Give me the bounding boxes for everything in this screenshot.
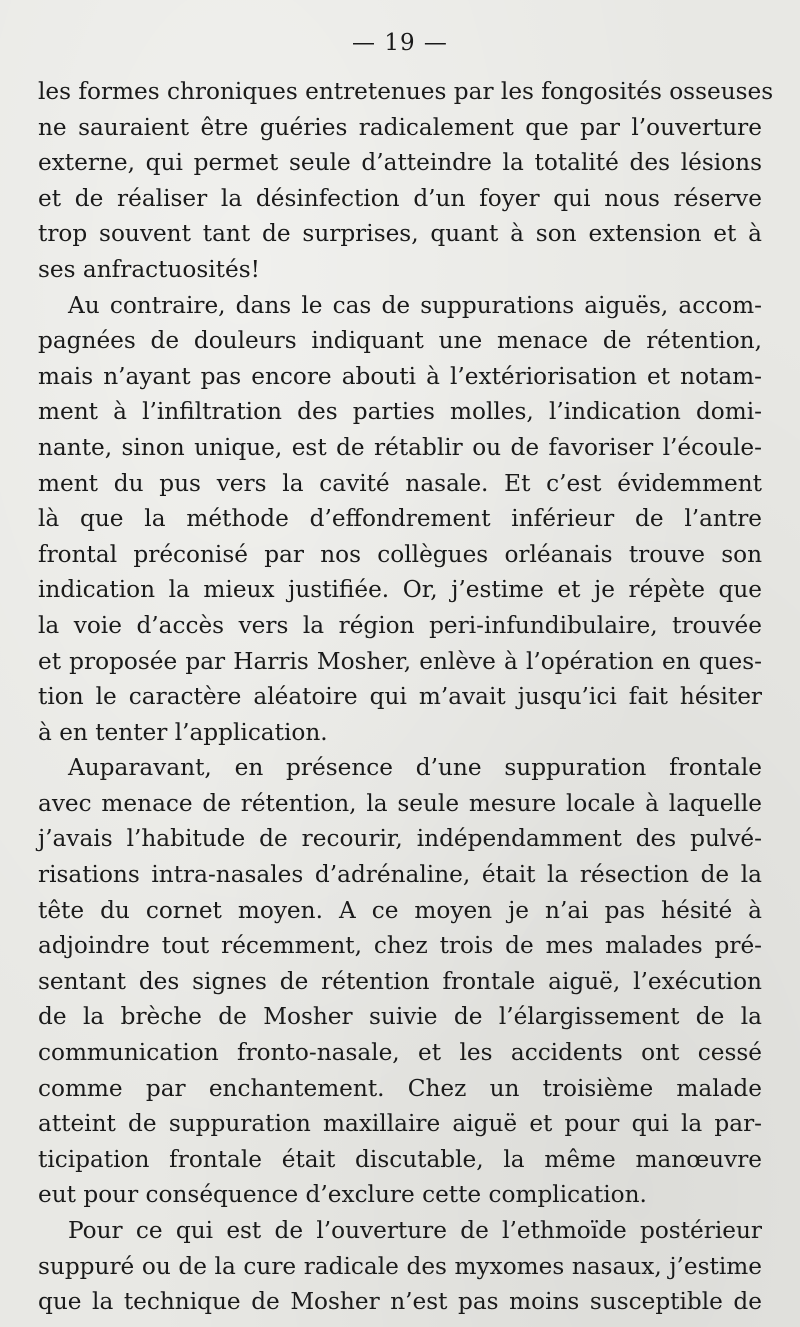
text-line: la voie d’accès vers la région peri-infundibulaire, trouvée (38, 611, 762, 639)
text-line: sentant des signes de rétention frontale aiguë, l’exécution (38, 967, 762, 995)
text-line: frontal préconisé par nos collègues orléanais trouve son (38, 540, 762, 568)
text-line: eut pour conséquence d’exclure cette complication. (38, 1181, 647, 1209)
text-line: à en tenter l’application. (38, 718, 328, 746)
body-text (38, 74, 774, 1320)
text-line: indication la mieux justifiée. Or, j’estime et je répète que (38, 576, 762, 604)
text-line: tête du cornet moyen. A ce moyen je n’ai pas hésité à (38, 896, 762, 924)
text-line: Au contraire, dans le cas de suppurations aiguës, accom- (68, 291, 762, 319)
text-line: comme par enchantement. Chez un troisième malade (38, 1074, 762, 1102)
page-number: — 19 — (352, 30, 448, 56)
text-line: ment à l’infiltration des parties molles, l’indication domi- (38, 398, 762, 426)
text-line: et proposée par Harris Mosher, enlève à l’opération en ques- (38, 647, 762, 675)
text-line: ses anfractuosités! (38, 255, 260, 283)
text-line: ne sauraient être guéries radicalement que par l’ouverture (38, 113, 762, 141)
text-line: suppuré ou de la cure radicale des myxomes nasaux, j’estime (38, 1252, 762, 1280)
text-line: nante, sinon unique, est de rétablir ou de favoriser l’écoule- (38, 433, 762, 461)
text-line: trop souvent tant de surprises, quant à son extension et à (38, 220, 762, 248)
text-line: les formes chroniques entretenues par les fongosités osseuses (38, 78, 774, 105)
text-line: ment du pus vers la cavité nasale. Et c’est évidemment (38, 469, 762, 497)
text-line: que la technique de Mosher n’est pas moins susceptible de (38, 1288, 762, 1316)
text-line: adjoindre tout récemment, chez trois de mes malades pré- (38, 932, 762, 960)
text-line: risations intra-nasales d’adrénaline, était la résection de la (38, 861, 762, 889)
text-line: mais n’ayant pas encore abouti à l’extériorisation et notam- (38, 362, 762, 390)
text-line: atteint de suppuration maxillaire aiguë et pour qui la par- (38, 1110, 762, 1138)
text-line: Pour ce qui est de l’ouverture de l’ethmoïde postérieur (68, 1217, 762, 1244)
text-line: Auparavant, en présence d’une suppuration frontale (68, 754, 762, 782)
text-line: et de réaliser la désinfection d’un foyer qui nous réserve (38, 184, 762, 212)
text-line: externe, qui permet seule d’atteindre la totalité des lésions (38, 149, 762, 177)
text-line: communication fronto-nasale, et les accidents ont cessé (38, 1039, 762, 1067)
text-line: tion le caractère aléatoire qui m’avait jusqu’ici fait hésiter (38, 683, 762, 711)
text-line: pagnées de douleurs indiquant une menace de rétention, (38, 327, 762, 355)
text-line: avec menace de rétention, la seule mesure locale à laquelle (38, 789, 762, 817)
text-line: de la brèche de Mosher suivie de l’élargissement de la (38, 1003, 762, 1031)
text-line: là que la méthode d’effondrement inférieur de l’antre (38, 505, 762, 533)
text-line: ticipation frontale était discutable, la même manœuvre (38, 1145, 762, 1173)
text-line: j’avais l’habitude de recourir, indépendamment des pulvé- (38, 825, 762, 853)
